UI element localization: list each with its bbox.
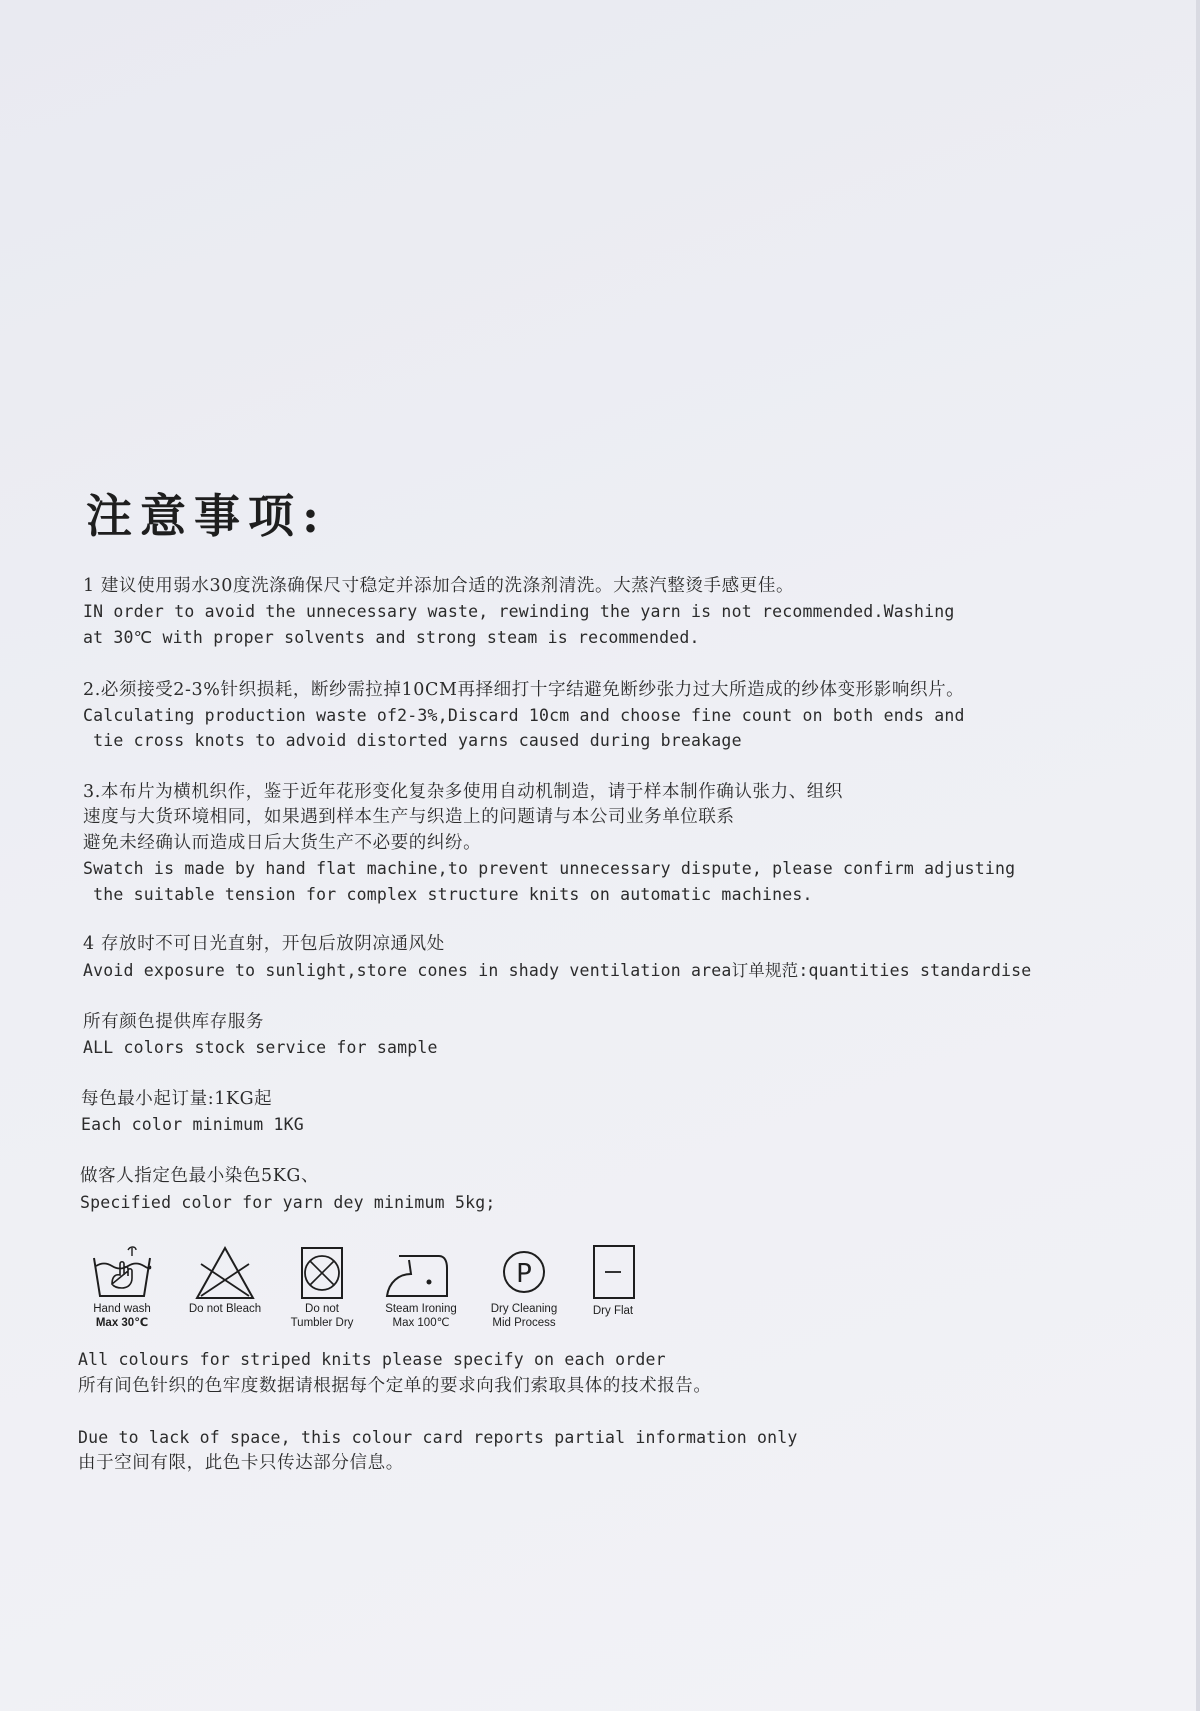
section-2-en-line2: tie cross knots to advoid distorted yarns caused during breakage [83,731,742,750]
care-symbol-do-not-tumble-dry [282,1244,362,1330]
custom-color-zh: 做客人指定色最小染色5KG、 [80,1166,320,1186]
space-notice-en: Due to lack of space, this colour card reports partial information only [78,1428,798,1447]
do-not-bleach-icon [193,1244,257,1302]
space-notice-zh: 由于空间有限，此色卡只传达部分信息。 [78,1453,404,1473]
hand-wash-label: Hand wash Max 30℃ [93,1303,151,1329]
section-3-zh-line1: 3.本布片为横机织作，鉴于近年花形变化复杂多使用自动机制造，请于样本制作确认张力、组织 [83,782,843,802]
page-edge [1196,0,1200,1711]
stock-zh: 所有颜色提供库存服务 [83,1012,264,1032]
section-3-zh-line2: 速度与大货环境相同，如果遇到样本生产与织造上的问题请与本公司业务单位联系 [83,807,735,827]
care-symbol-do-not-bleach [180,1244,270,1316]
section-1-en-line1: IN order to avoid the unnecessary waste, rewinding the yarn is not recommended.Washing [83,602,955,621]
do-not-tumble-dry-label: Do not Tumbler Dry [290,1303,354,1329]
section-2-zh: 2.必须接受2-3%针织损耗，断纱需拉掉10CM再择细打十字结避免断纱张力过大所造成的纱体变形影响织片。 [83,680,965,700]
minimum-en: Each color minimum 1KG [81,1115,304,1134]
dry-cleaning-icon [492,1244,556,1302]
steam-ironing-label: Steam Ironing Max 100℃ [385,1303,457,1329]
care-symbol-hand-wash [84,1244,160,1330]
dry-cleaning-letter: P [516,1259,532,1289]
dry-flat-icon [581,1244,645,1304]
striped-knits-zh: 所有间色针织的色牢度数据请根据每个定单的要求向我们索取具体的技术报告。 [78,1376,712,1396]
section-4-zh: 4 存放时不可日光直射，开包后放阴凉通风处 [83,934,445,954]
section-1-zh: 1 建议使用弱水30度洗涤确保尺寸稳定并添加合适的洗涤剂清洗。大蒸汽整烫手感更佳。 [83,576,795,596]
striped-knits-en: All colours for striped knits please specify on each order [78,1350,666,1369]
steam-ironing-icon [381,1244,461,1302]
care-symbol-dry-flat [578,1244,648,1318]
section-3-en-line2: the suitable tension for complex structure knits on automatic machines. [83,885,813,904]
stock-en: ALL colors stock service for sample [83,1038,438,1057]
section-1-en-line2: at 30℃ with proper solvents and strong steam is recommended. [83,628,700,647]
do-not-tumble-dry-icon [290,1244,354,1302]
section-3-zh-line3: 避免未经确认而造成日后大货生产不必要的纠纷。 [83,833,482,853]
care-symbols-row [84,1244,664,1344]
do-not-bleach-label: Do not Bleach [188,1303,262,1315]
section-4-en: Avoid exposure to sunlight,store cones in shady ventilation area订单规范:quantities standardise [83,961,1032,980]
section-2-en-line1: Calculating production waste of2-3%,Discard 10cm and choose fine count on both ends and [83,706,965,725]
care-symbol-dry-cleaning [482,1244,566,1330]
dry-cleaning-label: Dry Cleaning Mid Process [490,1303,558,1329]
section-3-en-line1: Swatch is made by hand flat machine,to prevent unnecessary dispute, please confirm adjusting [83,859,1016,878]
custom-color-en: Specified color for yarn dey minimum 5kg; [80,1193,496,1212]
dry-flat-label: Dry Flat [592,1305,634,1317]
hand-wash-icon [90,1244,154,1302]
care-symbol-steam-ironing [376,1244,466,1330]
minimum-zh: 每色最小起订量:1KG起 [81,1089,273,1109]
page-title: 注意事项: [86,489,327,543]
